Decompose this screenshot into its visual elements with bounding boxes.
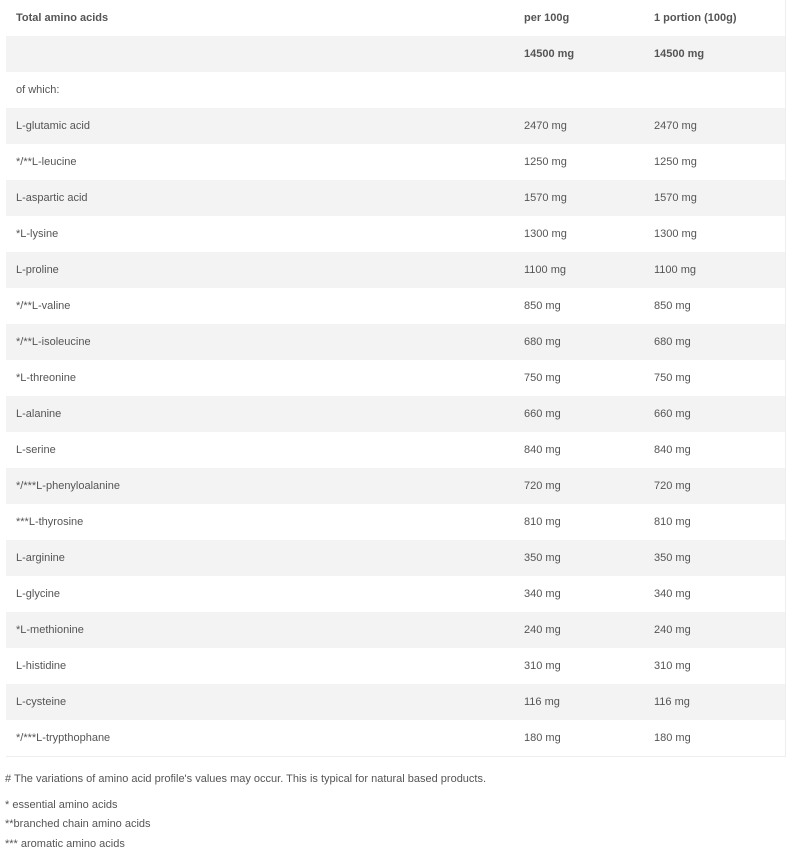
portion-value: 1570 mg [644, 180, 785, 216]
amino-acid-name: L-arginine [6, 540, 514, 576]
portion-value: 2470 mg [644, 108, 785, 144]
table-row [6, 216, 785, 252]
table-row [6, 720, 785, 756]
table-header-row [6, 0, 785, 36]
per100g-value: 850 mg [524, 300, 561, 312]
table-row [6, 432, 785, 468]
total-per100g: 14500 mg [514, 36, 644, 72]
header-title: Total amino acids [16, 12, 109, 24]
per100g-value: 810 mg [524, 516, 561, 528]
portion-value: 180 mg [654, 731, 691, 744]
amino-acid-table [6, 0, 786, 757]
table-row [6, 684, 785, 720]
per100g-value: 1250 mg [524, 156, 567, 168]
amino-acid-name: ***L-thyrosine [16, 516, 84, 528]
per100g-value: 116 mg [514, 684, 644, 720]
portion-value: 850 mg [654, 300, 691, 312]
portion-value: 750 mg [654, 372, 691, 384]
amino-acid-name: L-cysteine [6, 684, 514, 720]
portion-value: 810 mg [654, 516, 691, 528]
per100g-value: 750 mg [524, 372, 561, 384]
total-portion: 14500 mg [644, 36, 785, 72]
table-row [6, 540, 785, 576]
table-row [6, 648, 785, 684]
portion-value: 1100 mg [644, 252, 785, 288]
portion-value: 660 mg [644, 396, 785, 432]
header-per100g: per 100g [524, 12, 570, 24]
per100g-value: 310 mg [524, 660, 561, 672]
amino-acid-name: *L-threonine [16, 372, 76, 384]
total-label-cell [6, 36, 514, 72]
of-which-row [6, 72, 785, 108]
per100g-value: 240 mg [514, 612, 644, 648]
per100g-value: 1300 mg [524, 228, 567, 240]
amino-acid-name: L-serine [16, 444, 56, 456]
per100g-value: 350 mg [514, 540, 644, 576]
total-row [6, 36, 785, 72]
portion-value: 340 mg [654, 588, 691, 600]
portion-value: 350 mg [644, 540, 785, 576]
table-row [6, 180, 785, 216]
per100g-value: 660 mg [514, 396, 644, 432]
portion-value: 1300 mg [654, 228, 697, 240]
table-row [6, 504, 785, 540]
table-row [6, 396, 785, 432]
amino-acid-name: *L-methionine [6, 612, 514, 648]
table-body [6, 0, 785, 756]
empty-cell [514, 72, 644, 108]
portion-value: 240 mg [644, 612, 785, 648]
per100g-value: 840 mg [524, 444, 561, 456]
table-row [6, 252, 785, 288]
portion-value: 310 mg [654, 660, 691, 672]
per100g-value: 720 mg [514, 468, 644, 504]
amino-acid-name: L-alanine [6, 396, 514, 432]
table-row [6, 144, 785, 180]
essential-note: * essential amino acids [5, 799, 118, 811]
variation-note: # The variations of amino acid profile's values may occur. This is typical for natural based products. [5, 773, 487, 785]
amino-acid-name: */***L-trypthophane [16, 731, 111, 744]
per100g-value: 340 mg [524, 588, 561, 600]
amino-acid-name: */**L-isoleucine [6, 324, 514, 360]
amino-acid-name: *L-lysine [16, 228, 59, 240]
portion-value: 1250 mg [654, 156, 697, 168]
table-row [6, 468, 785, 504]
amino-acid-name: L-histidine [16, 660, 67, 672]
amino-acid-name: */**L-valine [16, 300, 71, 312]
amino-acid-name: L-glycine [16, 588, 61, 600]
table-row [6, 360, 785, 396]
portion-value: 840 mg [654, 444, 691, 456]
table-row [6, 108, 785, 144]
table-row [6, 576, 785, 612]
amino-acid-name: L-glutamic acid [6, 108, 514, 144]
amino-acid-name: */***L-phenyloalanine [6, 468, 514, 504]
portion-value: 680 mg [644, 324, 785, 360]
per100g-value: 1570 mg [514, 180, 644, 216]
portion-value: 720 mg [644, 468, 785, 504]
amino-acid-name: L-proline [6, 252, 514, 288]
per100g-value: 1100 mg [514, 252, 644, 288]
per100g-value: 180 mg [524, 731, 561, 744]
table-row [6, 612, 785, 648]
aromatic-note: *** aromatic amino acids [5, 838, 125, 850]
table-row [6, 288, 785, 324]
branched-note: **branched chain amino acids [5, 818, 151, 830]
amino-acid-name: L-aspartic acid [6, 180, 514, 216]
per100g-value: 2470 mg [514, 108, 644, 144]
of-which-label: of which: [16, 84, 60, 96]
header-portion: 1 portion (100g) [654, 12, 737, 24]
amino-acid-name: */**L-leucine [16, 156, 77, 168]
portion-value: 116 mg [644, 684, 785, 720]
empty-cell [644, 72, 785, 108]
per100g-value: 680 mg [514, 324, 644, 360]
table-row [6, 324, 785, 360]
